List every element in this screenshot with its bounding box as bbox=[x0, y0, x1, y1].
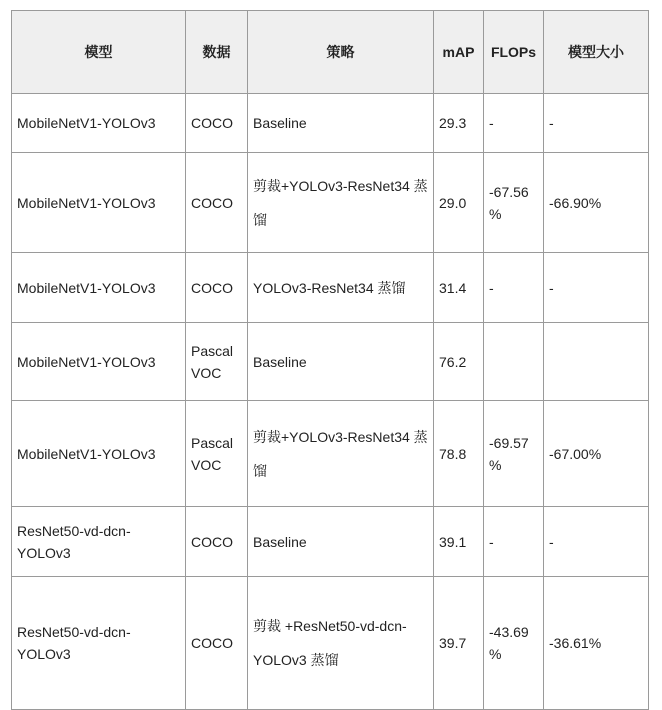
cell-model: ResNet50-vd-dcn-YOLOv3 bbox=[12, 577, 186, 710]
results-table bbox=[11, 10, 649, 710]
cell-data: COCO bbox=[186, 507, 248, 577]
header-map: mAP bbox=[434, 11, 484, 94]
cell-size: - bbox=[544, 253, 649, 323]
cell-data: COCO bbox=[186, 94, 248, 153]
table-row bbox=[12, 577, 649, 710]
cell-model: ResNet50-vd-dcn-YOLOv3 bbox=[12, 507, 186, 577]
cell-model: MobileNetV1-YOLOv3 bbox=[12, 153, 186, 253]
table-row bbox=[12, 401, 649, 507]
cell-size: -36.61% bbox=[544, 577, 649, 710]
cell-flops: -69.57 % bbox=[484, 401, 544, 507]
cell-flops: - bbox=[484, 94, 544, 153]
cell-data: COCO bbox=[186, 577, 248, 710]
cell-flops: -43.69 % bbox=[484, 577, 544, 710]
cell-data: Pascal VOC bbox=[186, 401, 248, 507]
header-flops: FLOPs bbox=[484, 11, 544, 94]
cell-strategy: Baseline bbox=[248, 507, 434, 577]
table-row bbox=[12, 507, 649, 577]
cell-map: 76.2 bbox=[434, 323, 484, 401]
cell-strategy: Baseline bbox=[248, 323, 434, 401]
cell-size bbox=[544, 323, 649, 401]
cell-model: MobileNetV1-YOLOv3 bbox=[12, 94, 186, 153]
cell-model: MobileNetV1-YOLOv3 bbox=[12, 323, 186, 401]
cell-strategy: 剪裁 +ResNet50-vd-dcn-YOLOv3 蒸馏 bbox=[248, 577, 434, 710]
cell-model: MobileNetV1-YOLOv3 bbox=[12, 401, 186, 507]
cell-map: 29.3 bbox=[434, 94, 484, 153]
cell-flops: - bbox=[484, 253, 544, 323]
cell-data: Pascal VOC bbox=[186, 323, 248, 401]
table-row bbox=[12, 323, 649, 401]
cell-size: - bbox=[544, 507, 649, 577]
header-row bbox=[12, 11, 649, 94]
cell-strategy: 剪裁+YOLOv3-ResNet34 蒸馏 bbox=[248, 401, 434, 507]
header-size: 模型大小 bbox=[544, 11, 649, 94]
cell-flops: -67.56 % bbox=[484, 153, 544, 253]
cell-flops: - bbox=[484, 507, 544, 577]
cell-strategy: YOLOv3-ResNet34 蒸馏 bbox=[248, 253, 434, 323]
cell-strategy: 剪裁+YOLOv3-ResNet34 蒸馏 bbox=[248, 153, 434, 253]
table-row bbox=[12, 94, 649, 153]
cell-map: 39.7 bbox=[434, 577, 484, 710]
cell-map: 29.0 bbox=[434, 153, 484, 253]
cell-size: -67.00% bbox=[544, 401, 649, 507]
cell-model: MobileNetV1-YOLOv3 bbox=[12, 253, 186, 323]
cell-map: 31.4 bbox=[434, 253, 484, 323]
header-strategy: 策略 bbox=[248, 11, 434, 94]
cell-data: COCO bbox=[186, 253, 248, 323]
header-data: 数据 bbox=[186, 11, 248, 94]
cell-size: -66.90% bbox=[544, 153, 649, 253]
cell-strategy: Baseline bbox=[248, 94, 434, 153]
header-model: 模型 bbox=[12, 11, 186, 94]
cell-map: 78.8 bbox=[434, 401, 484, 507]
table-row bbox=[12, 253, 649, 323]
cell-data: COCO bbox=[186, 153, 248, 253]
cell-flops bbox=[484, 323, 544, 401]
table-row bbox=[12, 153, 649, 253]
cell-map: 39.1 bbox=[434, 507, 484, 577]
cell-size: - bbox=[544, 94, 649, 153]
